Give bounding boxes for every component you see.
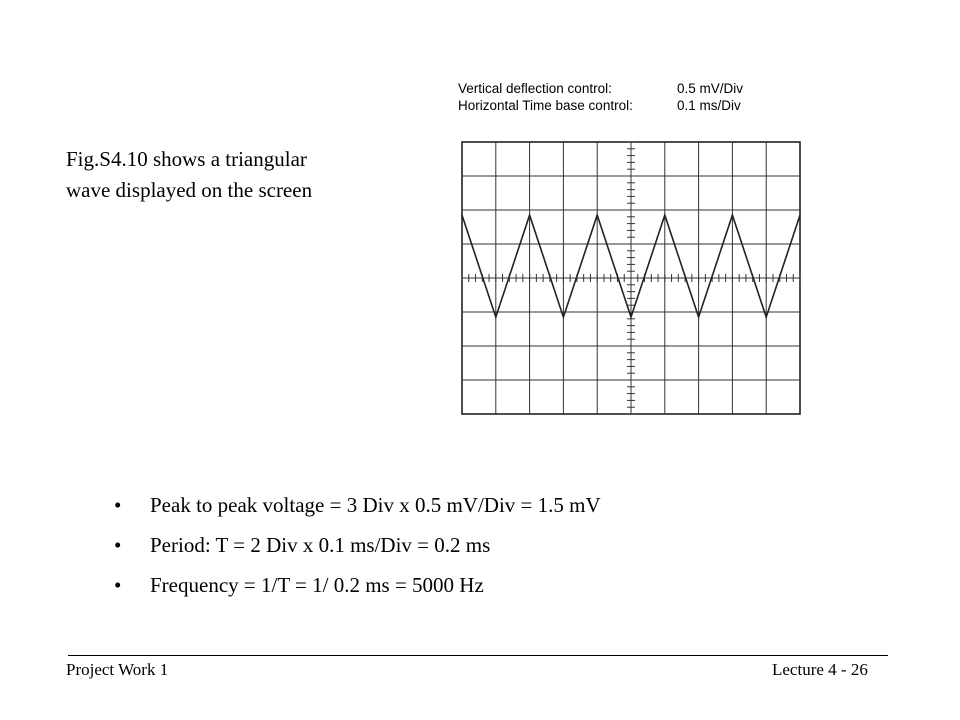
bullet-marker: • — [114, 533, 122, 557]
bullet-marker: • — [114, 493, 122, 517]
vertical-control-value: 0.5 mV/Div — [677, 81, 744, 96]
horizontal-control-label: Horizontal Time base control: — [458, 98, 633, 113]
result-text: Frequency = 1/T = 1/ 0.2 ms = 5000 Hz — [150, 573, 484, 597]
result-text: Period: T = 2 Div x 0.1 ms/Div = 0.2 ms — [150, 533, 491, 557]
footer-divider — [68, 655, 888, 656]
caption-line-2: wave displayed on the screen — [66, 178, 313, 202]
horizontal-control-value: 0.1 ms/Div — [677, 98, 741, 113]
bullet-marker: • — [114, 573, 122, 597]
caption-line-1: Fig.S4.10 shows a triangular — [66, 147, 307, 171]
footer-course: Project Work 1 — [66, 660, 169, 679]
result-text: Peak to peak voltage = 3 Div x 0.5 mV/Div = 1.5 mV — [150, 493, 601, 517]
footer-page-number: Lecture 4 - 26 — [772, 660, 868, 679]
vertical-control-label: Vertical deflection control: — [458, 81, 612, 96]
